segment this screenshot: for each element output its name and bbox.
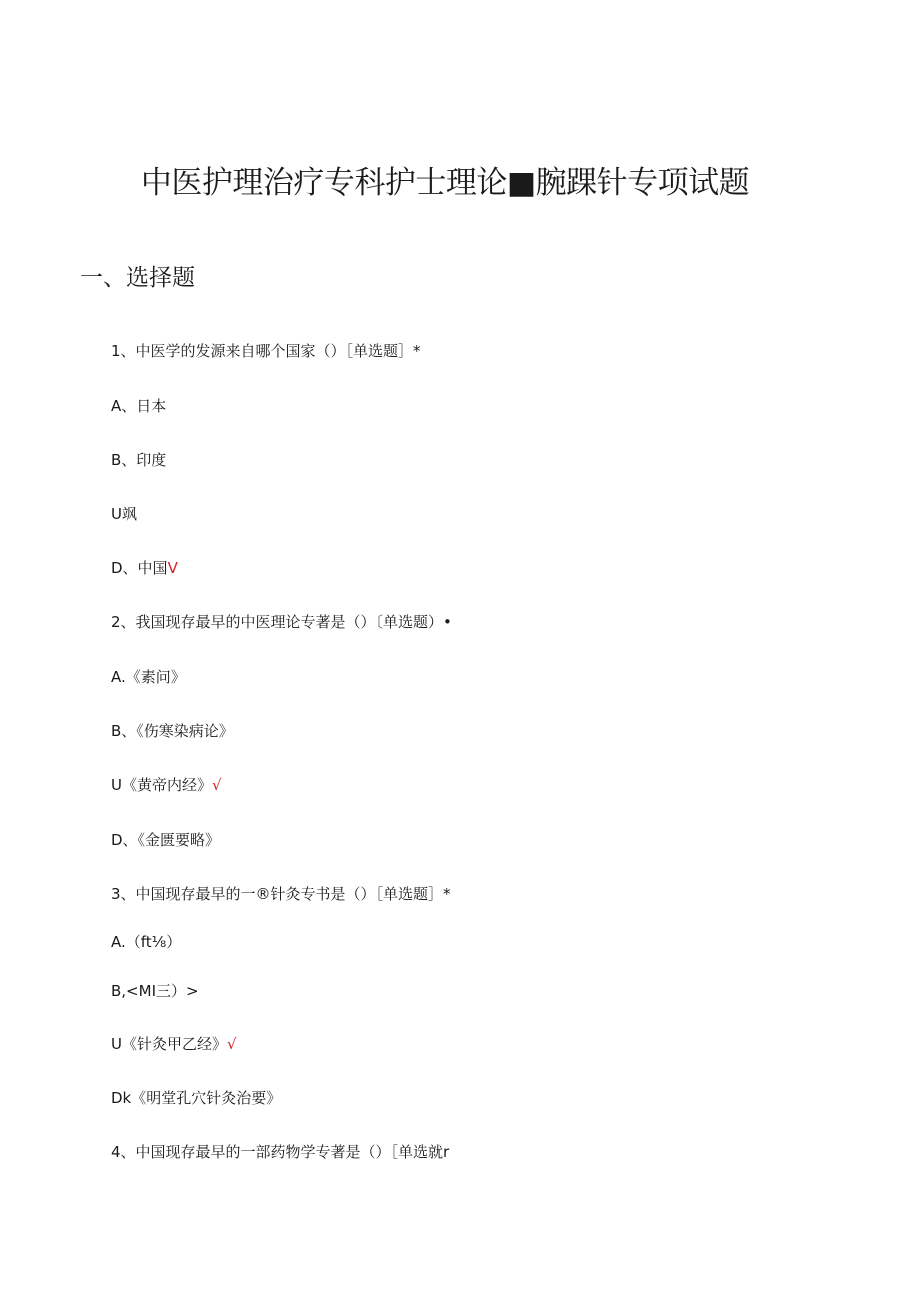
- question-2-option-a: [111, 666, 186, 688]
- option-text: A、日本: [111, 397, 167, 415]
- question-1-option-b: [111, 449, 166, 471]
- question-4-stem: 4、中国现存最早的一部药物学专著是（）［单选就r: [111, 1143, 450, 1161]
- question-1-option-c: [111, 503, 137, 525]
- question-1-option-a: [111, 395, 166, 417]
- question-2-option-b: [111, 720, 234, 742]
- question-3-option-c: [111, 1033, 237, 1055]
- option-text: A.（ft⅛）: [111, 933, 182, 951]
- question-3-option-b: [111, 980, 199, 1002]
- option-text: B,<MI三）>: [111, 982, 199, 1000]
- question-3-option-d: [111, 1087, 281, 1109]
- document-title: 中医护理治疗专科护士理论■腕踝针专项试题: [140, 165, 750, 201]
- option-text: D、《金匮要略》: [111, 831, 221, 849]
- correct-mark-icon: √: [211, 776, 222, 794]
- question-2-option-d: [111, 829, 220, 851]
- question-2-stem: 2、我国现存最早的中医理论专著是（）〔单选题）•: [111, 613, 452, 631]
- option-text: A.《素问》: [111, 668, 186, 686]
- option-text: B、印度: [111, 451, 167, 469]
- correct-mark-icon: V: [167, 559, 178, 577]
- option-text: B、《伤寒染病论》: [111, 722, 234, 740]
- question-3-option-a: [111, 931, 181, 953]
- question-1-option-d: [111, 557, 178, 579]
- question-3-stem: 3、中国现存最早的一®针灸专书是（）［单选题］*: [111, 885, 451, 903]
- option-text: U《黄帝内经》: [111, 776, 212, 794]
- question-2-option-c: [111, 774, 222, 796]
- question-1-stem: 1、中医学的发源来自哪个国家（）［单选题］*: [111, 342, 421, 360]
- option-text: Dk《明堂孔穴针灸治要》: [111, 1089, 282, 1107]
- section-title: 一、选择题: [80, 265, 195, 291]
- option-text: D、中国: [111, 559, 168, 577]
- option-text: U飒: [111, 505, 137, 523]
- option-text: U《针灸甲乙经》: [111, 1035, 227, 1053]
- correct-mark-icon: √: [226, 1035, 237, 1053]
